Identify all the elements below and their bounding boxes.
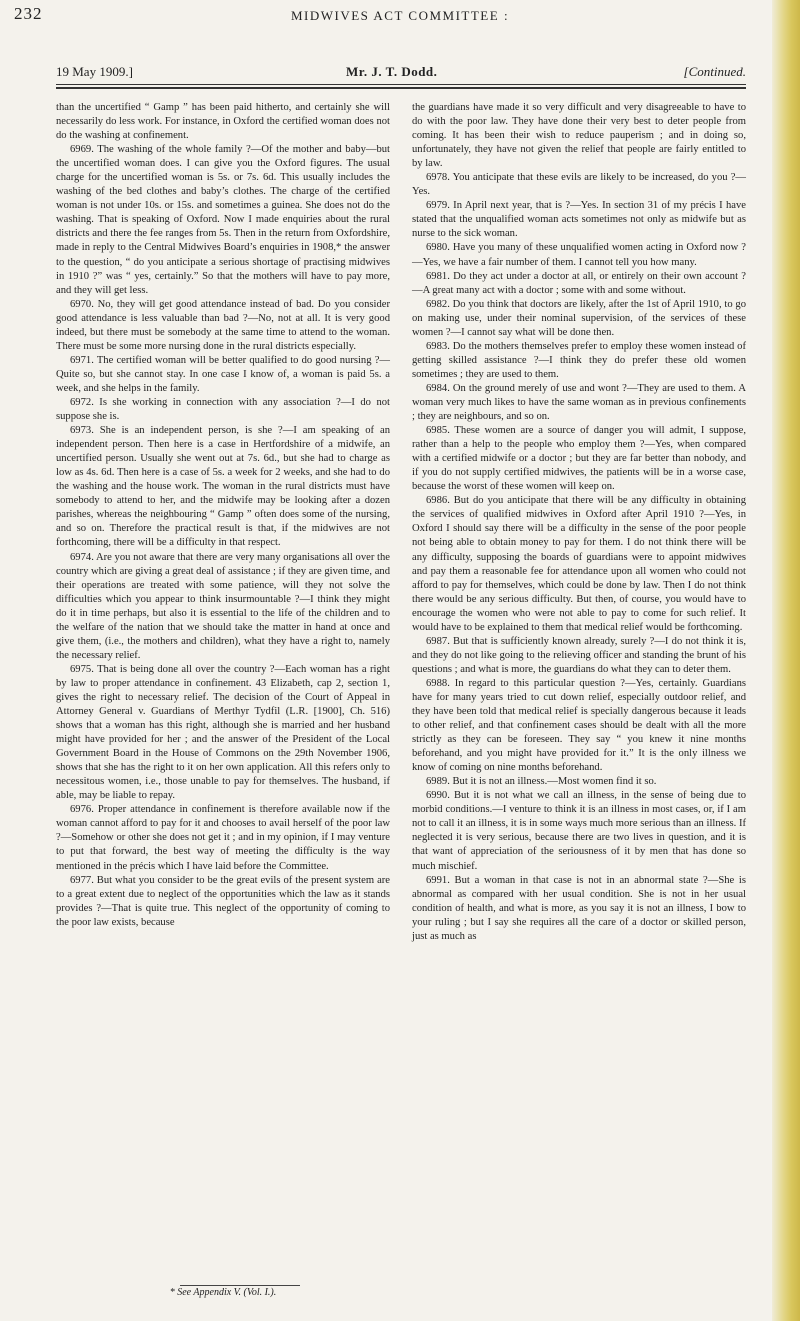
paragraph: 6972. Is she working in connection with any association ?—I do not suppose she is. [56, 396, 390, 423]
paragraph: 6973. She is an independent person, is she ?—I am speaking of an independent person. Then here is a case in Hertfordshire of a midwife, an uncertified person. Usually she went out at 7s. 6d., but she had to charge as low as 4s. 6d. Then here is a case of 5s. a week for 2 weeks, and she had to do the washing and the house work. The woman in the rural districts must have somebody to attend to her, and the midwife may be looking after a dozen parishes, whereas the neighbouring “ Gamp ” often does some of the nursing, and so on. Therefore the practical result is that, if the midwives are not forthcoming, there will be a difficulty in that respect. [56, 425, 390, 549]
paragraph: 6977. But what you consider to be the great evils of the present system are to a great extent due to neglect of the opportunities which the law as it stands provides ?—That is quite true. This neglect of the opportunity of coming to the poor law exists, because [56, 874, 390, 928]
paragraph: 6986. But do you anticipate that there will be any difficulty in obtaining the services of qualified midwives in Oxford after April 1910 ?—Yes, in Oxford I should say there will be a difficulty in the sense of the poor people not being able to obtain money to pay for them. I do not think there will be any difficulty, supposing the boards of guardians were to appoint midwives and pay them a reasonable fee for attendance upon all women who could not afford to pay for themselves, which could be done by law. Then I do not think there would be any serious difficulty. But then, of course, you would have to encourage the women who were not able to pay to come for such relief. It would have to be explained to them that medical relief would be forthcoming. [412, 495, 746, 633]
paragraph: 6969. The washing of the whole family ?—Of the mother and baby—but the uncertified woman does. I can give you the Oxford figures. The usual charge for the uncertified woman is 5s. or 7s. 6d. This usually includes the washing of the bed clothes and baby’s clothes. The charge of the certified woman is not under 10s. or 15s. and sometimes a guinea. She does not do the washing. That is speaking of Oxford. Now I made enquiries about the rural districts and there the fee ranges from 5s. Then in the return from Oxfordshire, made in reply to the Central Midwives Board’s enquiries in 1908,* the answer to the question, “ do you anticipate a serious shortage of practising midwives in 1910 ?” was “ yes, certainly.” So that the mothers will have to pay more, and they will get less. [56, 144, 390, 296]
paragraph: 6980. Have you many of these unqualified women acting in Oxford now ?—Yes, we have a fair number of them. I cannot tell you how many. [412, 242, 746, 268]
page-edge [772, 0, 800, 1321]
paragraph: 6978. You anticipate that these evils are likely to be increased, do you ?—Yes. [412, 172, 746, 198]
continued-label: [Continued. [683, 64, 746, 79]
footnote-rule [180, 1285, 300, 1286]
paragraph: 6985. These women are a source of danger you will admit, I suppose, rather than a help to the people who employ them ?—Yes, when compared with a certified midwife or a doctor ; but they are far better than nobody, and if you do not supply certified midwives, the patients will be in a worse case, because the worst of these women will keep on. [412, 425, 746, 493]
paragraph: 6971. The certified woman will be better qualified to do good nursing ?—Quite so, but she cannot stay. In one case I know of, a woman is paid 5s. a week, and she helps in the family. [56, 354, 390, 394]
sub-header [56, 64, 746, 84]
paragraph: 6990. But it is not what we call an illness, in the sense of being due to morbid conditions.—I venture to think it is an illness in most cases, or, if I am not to call it an illness, it is in some ways much more serious than an illness. If neglected it is very serious, because there are two lives in question, and it is that want of appreciation of the seriousness of it by men that has done so much mischief. [412, 790, 746, 872]
paragraph: 6981. Do they act under a doctor at all, or entirely on their own account ?—A great many act with a doctor ; some with and some without. [412, 270, 746, 296]
paragraph: 6974. Are you not aware that there are very many organisations all over the country which are giving a great deal of assistance ; if they are given time, and their operations are treated with some patience, will they not solve the difficulties which you appear to think insurmountable ?—I think they might do it in time perhaps, but also it is essential to the life of the children and to the welfare of the nation that we should take the matter in hand at once and give them, (i.e., the mothers and children), what they have a right to, namely the necessary relief. [56, 551, 390, 661]
paragraph: 6970. No, they will get good attendance instead of bad. Do you consider good attendance is less valuable than bad ?—No, not at all. It is very good indeed, but there must be somebody at the same time to attend to the woman. There must be some more nursing done in the rural districts especially. [56, 298, 390, 352]
paragraph: 6991. But a woman in that case is not in an abnormal state ?—She is abnormal as compared with her usual condition. She is not in her usual condition of health, and what is more, as you say it is not an illness, I bow to your ruling ; but I say she requires all the care of a doctor or skilled person, just as much as [412, 874, 746, 942]
paragraph: 6982. Do you think that doctors are likely, after the 1st of April 1910, to go on making use, under their nominal supervision, of the services of these women ?—I cannot say what will be done then. [412, 298, 746, 338]
header-rule-thick [56, 87, 746, 89]
paragraph: the guardians have made it so very difficult and very disagreeable to have to do with the poor law. They have done their very best to deter people from coming. It has been their wish to reduce pauperism ; and in doing so, unfortunately, they have not given the relief that people are fairly entitled to by law. [412, 102, 746, 170]
paragraph: 6988. In regard to this particular question ?—Yes, certainly. Guardians have for many years tried to cut down relief, especially outdoor relief, and they have been told that medical relief is specially dangerous because it leads to other relief, and that confinement cases should be dealt with all the more strictly as they can be foreseen. They say “ you knew it nine months beforehand, and you might have provided for it.” It is the only illness we know of coming on nine months beforehand. [412, 677, 746, 774]
footnote: * See Appendix V. (Vol. I.). [169, 1287, 277, 1298]
witness-name: Mr. J. T. Dodd. [346, 64, 438, 79]
sitting-date: 19 May 1909.] [56, 64, 133, 79]
right-column [412, 101, 746, 944]
left-column [56, 101, 390, 930]
page-number: 232 [14, 4, 43, 23]
paragraph: 6989. But it is not an illness.—Most women find it so. [426, 776, 657, 788]
paragraph: 6984. On the ground merely of use and wont ?—They are used to them. A woman very much likes to have the same woman as in previous confinements ; they are neighbours, and so on. [412, 382, 746, 423]
paragraph: 6987. But that is sufficiently known already, surely ?—I do not think it is, and they do not like going to the relieving officer and standing the brunt of his questions ; and what is more, the guardians do what they can to deter them. [412, 635, 746, 675]
header-rule [56, 84, 746, 85]
paragraph: than the uncertified “ Gamp ” has been paid hitherto, and certainly she will necessarily do less work. For instance, in Oxford the certified woman does not do the washing at confinement. [56, 102, 390, 142]
paragraph: 6979. In April next year, that is ?—Yes. In section 31 of my précis I have stated that the unqualified woman acts sometimes not only as midwife but as nurse to the sick woman. [412, 200, 746, 240]
paragraph: 6975. That is being done all over the country ?—Each woman has a right by law to proper attendance in confinement. 43 Elizabeth, cap 2, section 1, gives the right to necessary relief. The decision of the Court of Appeal in Attorney General v. Guardians of Merthyr Tydfil (L.R. [1900], Ch. 516) shows that a woman has this right, although she is married and her husband might have provided for her ; and the answer of the President of the Local Government Board in the House of Commons on the 29th November 1906, shows that she has the right to it on her own application. All this refers only to necessitous women, i.e., those unable to pay for themselves. The husband, if able, may be liable to repay. [56, 663, 390, 802]
paragraph: 6976. Proper attendance in confinement is therefore available now if the woman cannot afford to pay for it and chooses to avail herself of the poor law ?—Somehow or other she does not get it ; and in my opinion, if I may venture to put that forward, the best way of meeting the difficulty is the way mentioned in the précis which I have laid before the Committee. [56, 804, 390, 872]
running-head: MIDWIVES ACT COMMITTEE : [290, 8, 510, 23]
paragraph: 6983. Do the mothers themselves prefer to employ these women instead of getting skilled assistance ?—I think they do prefer these old women sometimes ; they are used to them. [412, 340, 746, 380]
